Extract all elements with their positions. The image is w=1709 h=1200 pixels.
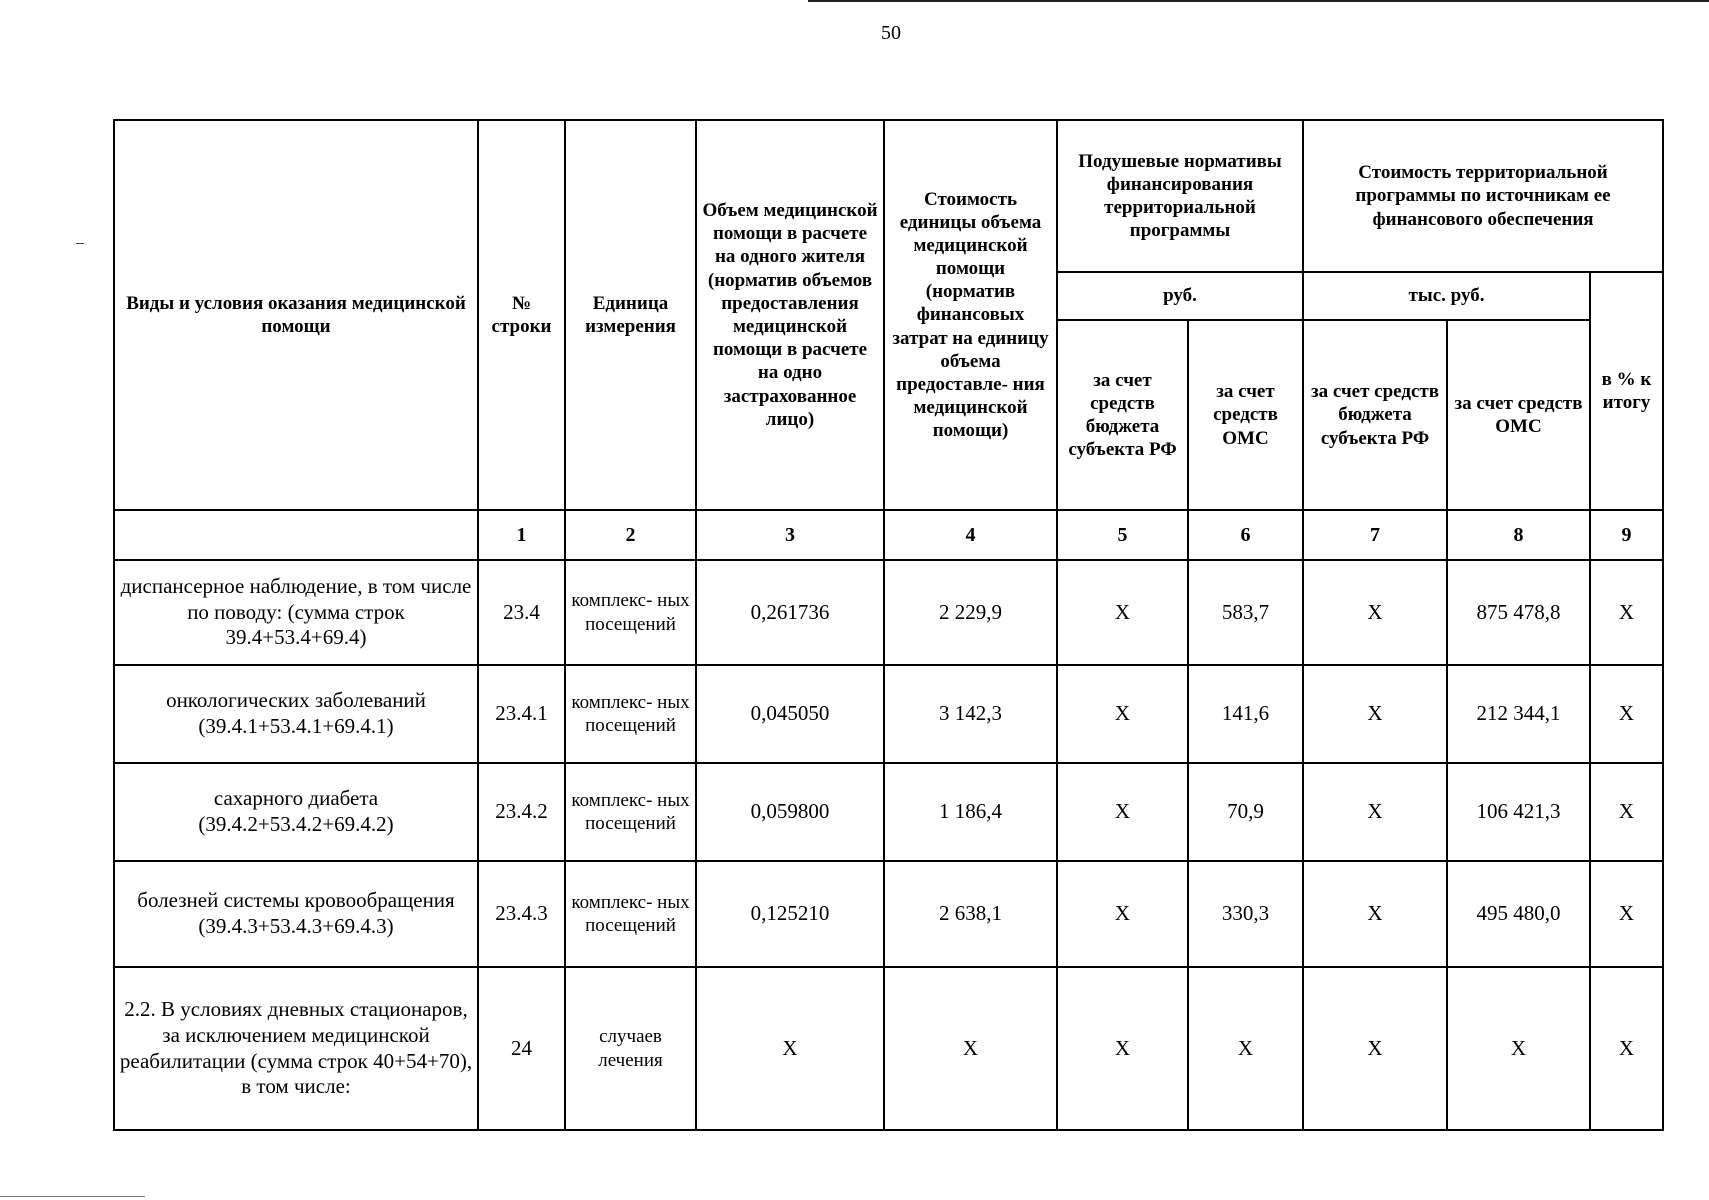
- row-col8: 212 344,1: [1447, 665, 1590, 763]
- row-col9: X: [1590, 967, 1663, 1130]
- row-number: 23.4.3: [478, 861, 565, 967]
- row-volume: 0,059800: [696, 763, 884, 861]
- row-col9: X: [1590, 665, 1663, 763]
- row-col6: 70,9: [1188, 763, 1303, 861]
- header-row-no: № строки: [478, 120, 565, 510]
- row-col7: X: [1303, 560, 1447, 665]
- table-row: [114, 763, 1663, 861]
- row-name: онкологических заболеваний (39.4.1+53.4.1+69.4.1): [114, 665, 478, 763]
- row-cost: 2 229,9: [884, 560, 1057, 665]
- header-oms-8: за счет средств ОМС: [1447, 320, 1590, 510]
- header-program-cost-group: Стоимость территориальной программы по источникам ее финансового обеспечения: [1303, 120, 1663, 272]
- row-unit: случаев лечения: [565, 967, 696, 1130]
- row-cost: X: [884, 967, 1057, 1130]
- column-number: 1: [478, 510, 565, 560]
- table-row: [114, 665, 1663, 763]
- header-unit-thousand-rub: тыс. руб.: [1303, 272, 1590, 320]
- row-col6: 583,7: [1188, 560, 1303, 665]
- row-col6: X: [1188, 967, 1303, 1130]
- table-row: [114, 967, 1663, 1130]
- row-number: 23.4.2: [478, 763, 565, 861]
- top-scan-rule: [808, 0, 1709, 2]
- table-row: [114, 861, 1663, 967]
- row-col5: X: [1057, 861, 1188, 967]
- header-budget-7: за счет средств бюджета субъекта РФ: [1303, 320, 1447, 510]
- row-name: 2.2. В условиях дневных стационаров, за исключением медицинской реабилитации (сумма строк 40+54+70), в том числе:: [114, 967, 478, 1130]
- header-unit: Единица измерения: [565, 120, 696, 510]
- header-volume: Объем медицинской помощи в расчете на одного жителя (норматив объемов предоставления медицинской помощи в расчете на одно застрахованное лицо): [696, 120, 884, 510]
- row-col5: X: [1057, 763, 1188, 861]
- row-col5: X: [1057, 665, 1188, 763]
- row-col7: X: [1303, 861, 1447, 967]
- row-number: 23.4.1: [478, 665, 565, 763]
- column-number: 7: [1303, 510, 1447, 560]
- page-number: 50: [881, 22, 901, 44]
- row-name: болезней системы кровообращения (39.4.3+53.4.3+69.4.3): [114, 861, 478, 967]
- column-number: 6: [1188, 510, 1303, 560]
- column-number: 8: [1447, 510, 1590, 560]
- row-col6: 141,6: [1188, 665, 1303, 763]
- row-col7: X: [1303, 967, 1447, 1130]
- column-number-blank: [114, 510, 478, 560]
- header-percent: в % к итогу: [1590, 272, 1663, 510]
- row-col7: X: [1303, 665, 1447, 763]
- row-volume: 0,261736: [696, 560, 884, 665]
- row-col9: X: [1590, 861, 1663, 967]
- header-unit-rub: руб.: [1057, 272, 1303, 320]
- row-name: диспансерное наблюдение, в том числе по поводу: (сумма строк 39.4+53.4+69.4): [114, 560, 478, 665]
- column-number: 5: [1057, 510, 1188, 560]
- row-name: сахарного диабета (39.4.2+53.4.2+69.4.2): [114, 763, 478, 861]
- row-cost: 2 638,1: [884, 861, 1057, 967]
- row-volume: X: [696, 967, 884, 1130]
- column-number: 2: [565, 510, 696, 560]
- row-number: 24: [478, 967, 565, 1130]
- row-col9: X: [1590, 763, 1663, 861]
- row-col5: X: [1057, 967, 1188, 1130]
- row-cost: 3 142,3: [884, 665, 1057, 763]
- row-col8: 495 480,0: [1447, 861, 1590, 967]
- row-cost: 1 186,4: [884, 763, 1057, 861]
- header-row-groups: [114, 120, 1663, 272]
- column-number: 9: [1590, 510, 1663, 560]
- header-types: Виды и условия оказания медицинской помощи: [114, 120, 478, 510]
- row-volume: 0,125210: [696, 861, 884, 967]
- row-col9: X: [1590, 560, 1663, 665]
- row-number: 23.4: [478, 560, 565, 665]
- row-col5: X: [1057, 560, 1188, 665]
- row-unit: комплекс- ных посещений: [565, 763, 696, 861]
- row-col6: 330,3: [1188, 861, 1303, 967]
- table-row: [114, 560, 1663, 665]
- scan-mark: [76, 243, 84, 244]
- row-volume: 0,045050: [696, 665, 884, 763]
- column-number-row: [114, 510, 1663, 560]
- column-number: 3: [696, 510, 884, 560]
- header-budget-5: за счет средств бюджета субъекта РФ: [1057, 320, 1188, 510]
- program-cost-table: [113, 119, 1664, 1131]
- row-unit: комплекс- ных посещений: [565, 560, 696, 665]
- row-col8: 875 478,8: [1447, 560, 1590, 665]
- header-cost: Стоимость единицы объема медицинской помощи (норматив финансовых затрат на единицу объема предоставле- ния медицинской помощи): [884, 120, 1057, 510]
- bottom-scan-rule: [0, 1196, 145, 1197]
- column-number: 4: [884, 510, 1057, 560]
- header-oms-6: за счет средств ОМС: [1188, 320, 1303, 510]
- row-col8: X: [1447, 967, 1590, 1130]
- header-per-capita-group: Подушевые нормативы финансирования территориальной программы: [1057, 120, 1303, 272]
- row-unit: комплекс- ных посещений: [565, 665, 696, 763]
- row-col8: 106 421,3: [1447, 763, 1590, 861]
- row-unit: комплекс- ных посещений: [565, 861, 696, 967]
- row-col7: X: [1303, 763, 1447, 861]
